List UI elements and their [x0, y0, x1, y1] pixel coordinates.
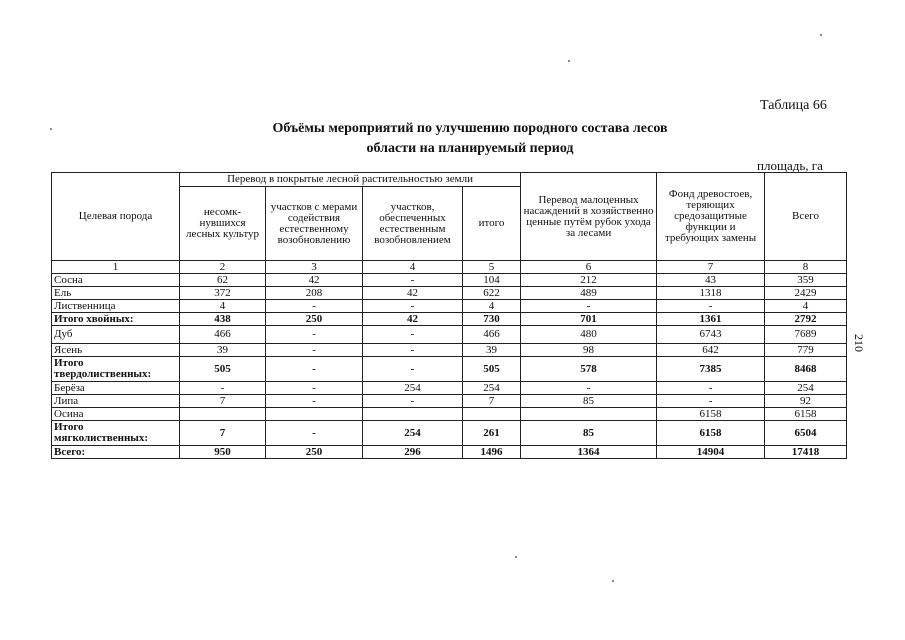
value-cell: 359	[765, 274, 847, 287]
species-cell: Липа	[52, 395, 180, 408]
value-cell: 7	[180, 395, 266, 408]
value-cell: 6158	[765, 408, 847, 421]
value-cell: 250	[266, 446, 363, 459]
value-cell: 480	[521, 326, 657, 344]
table-title-line-2: области на планируемый период	[366, 141, 574, 156]
value-cell: 489	[521, 287, 657, 300]
value-cell: 43	[657, 274, 765, 287]
value-cell: 212	[521, 274, 657, 287]
value-cell: 1496	[463, 446, 521, 459]
value-cell: 642	[657, 344, 765, 357]
header-fund: Фонд древостоев, теряющих средозащитные функции и требующих замены	[657, 173, 765, 261]
value-cell: 39	[180, 344, 266, 357]
header-species: Целевая порода	[52, 173, 180, 261]
species-cell: Дуб	[52, 326, 180, 344]
table-row	[52, 344, 847, 357]
species-cell: Всего:	[52, 446, 180, 459]
column-number: 2	[180, 261, 266, 274]
value-cell: 250	[266, 313, 363, 326]
value-cell: 4	[765, 300, 847, 313]
table-total-row	[52, 446, 847, 459]
value-cell: -	[266, 382, 363, 395]
value-cell: 42	[363, 313, 463, 326]
value-cell: 98	[521, 344, 657, 357]
header-low-value: Перевод малоценных насаждений в хозяйственно ценные путём рубок ухода за лесами	[521, 173, 657, 261]
value-cell: -	[363, 395, 463, 408]
value-cell: -	[266, 300, 363, 313]
value-cell: -	[363, 344, 463, 357]
value-cell: 6504	[765, 421, 847, 446]
value-cell: 950	[180, 446, 266, 459]
value-cell: -	[363, 326, 463, 344]
species-cell: Осина	[52, 408, 180, 421]
value-cell: 466	[180, 326, 266, 344]
value-cell: 7385	[657, 357, 765, 382]
value-cell: 261	[463, 421, 521, 446]
value-cell: 505	[180, 357, 266, 382]
value-cell: 254	[363, 382, 463, 395]
value-cell: 42	[266, 274, 363, 287]
value-cell: 372	[180, 287, 266, 300]
value-cell: 6158	[657, 408, 765, 421]
value-cell: 7689	[765, 326, 847, 344]
value-cell: 730	[463, 313, 521, 326]
species-cell: Ель	[52, 287, 180, 300]
value-cell: 505	[463, 357, 521, 382]
value-cell: -	[266, 326, 363, 344]
table-row	[52, 326, 847, 344]
value-cell: 4	[180, 300, 266, 313]
value-cell: -	[521, 300, 657, 313]
table-row	[52, 408, 847, 421]
value-cell	[266, 408, 363, 421]
table-total-row	[52, 421, 847, 446]
value-cell	[521, 408, 657, 421]
species-cell: Берёза	[52, 382, 180, 395]
value-cell: 254	[765, 382, 847, 395]
header-subtotal: итого	[463, 187, 521, 261]
column-number: 5	[463, 261, 521, 274]
value-cell: 7	[463, 395, 521, 408]
value-cell: -	[363, 300, 463, 313]
column-number: 8	[765, 261, 847, 274]
value-cell: -	[521, 382, 657, 395]
value-cell: 208	[266, 287, 363, 300]
species-cell: Итого хвойных:	[52, 313, 180, 326]
value-cell: 6158	[657, 421, 765, 446]
column-number: 6	[521, 261, 657, 274]
table-total-row	[52, 313, 847, 326]
value-cell: -	[363, 357, 463, 382]
value-cell: 438	[180, 313, 266, 326]
value-cell: 14904	[657, 446, 765, 459]
scan-speck	[50, 128, 52, 130]
value-cell: -	[266, 421, 363, 446]
value-cell: 296	[363, 446, 463, 459]
species-cell: Лиственница	[52, 300, 180, 313]
value-cell: 1364	[521, 446, 657, 459]
value-cell: 1361	[657, 313, 765, 326]
header-row-1	[52, 173, 847, 187]
page-number: 210	[852, 334, 866, 352]
value-cell: -	[266, 395, 363, 408]
value-cell: -	[266, 344, 363, 357]
scan-speck	[515, 556, 517, 558]
value-cell: 85	[521, 395, 657, 408]
value-cell: -	[657, 395, 765, 408]
table-body	[52, 274, 847, 459]
table-row	[52, 300, 847, 313]
value-cell: 104	[463, 274, 521, 287]
value-cell: 779	[765, 344, 847, 357]
value-cell: 1318	[657, 287, 765, 300]
column-number: 7	[657, 261, 765, 274]
value-cell: 4	[463, 300, 521, 313]
header-unclosed: несомк-нувшихся лесных культур	[180, 187, 266, 261]
value-cell: 622	[463, 287, 521, 300]
value-cell: 7	[180, 421, 266, 446]
value-cell: 2429	[765, 287, 847, 300]
column-numbers-row	[52, 261, 847, 274]
value-cell: 39	[463, 344, 521, 357]
column-number: 3	[266, 261, 363, 274]
table-row	[52, 382, 847, 395]
value-cell: 17418	[765, 446, 847, 459]
table-row	[52, 287, 847, 300]
value-cell: 85	[521, 421, 657, 446]
value-cell: 42	[363, 287, 463, 300]
value-cell: 254	[363, 421, 463, 446]
species-cell: Итого твердолиственных:	[52, 357, 180, 382]
value-cell: -	[657, 382, 765, 395]
value-cell: 8468	[765, 357, 847, 382]
table-total-row	[52, 357, 847, 382]
scan-speck	[568, 60, 570, 62]
table-row	[52, 274, 847, 287]
species-measures-table	[51, 172, 847, 459]
scan-speck	[820, 34, 822, 36]
value-cell	[363, 408, 463, 421]
value-cell: 92	[765, 395, 847, 408]
value-cell: -	[180, 382, 266, 395]
header-assisted: участков с мерами содействия естественному возобновлению	[266, 187, 363, 261]
header-natural: участков, обеспеченных естественным возобновлением	[363, 187, 463, 261]
value-cell: 62	[180, 274, 266, 287]
table-number: Таблица 66	[760, 98, 827, 113]
species-cell: Ясень	[52, 344, 180, 357]
units-label: площадь, га	[757, 158, 823, 173]
value-cell: -	[363, 274, 463, 287]
value-cell: 6743	[657, 326, 765, 344]
header-total: Всего	[765, 173, 847, 261]
column-number: 1	[52, 261, 180, 274]
value-cell: 578	[521, 357, 657, 382]
value-cell: 466	[463, 326, 521, 344]
table-row	[52, 395, 847, 408]
value-cell: 254	[463, 382, 521, 395]
value-cell: -	[266, 357, 363, 382]
value-cell: -	[657, 300, 765, 313]
value-cell	[463, 408, 521, 421]
table-title-line-1: Объёмы мероприятий по улучшению породного состава лесов	[272, 121, 668, 136]
species-cell: Итого мягколиственных:	[52, 421, 180, 446]
column-number: 4	[363, 261, 463, 274]
species-cell: Сосна	[52, 274, 180, 287]
scan-speck	[612, 580, 614, 582]
value-cell: 701	[521, 313, 657, 326]
value-cell	[180, 408, 266, 421]
value-cell: 2792	[765, 313, 847, 326]
header-transfer-group: Перевод в покрытые лесной растительностью земли	[180, 173, 521, 187]
